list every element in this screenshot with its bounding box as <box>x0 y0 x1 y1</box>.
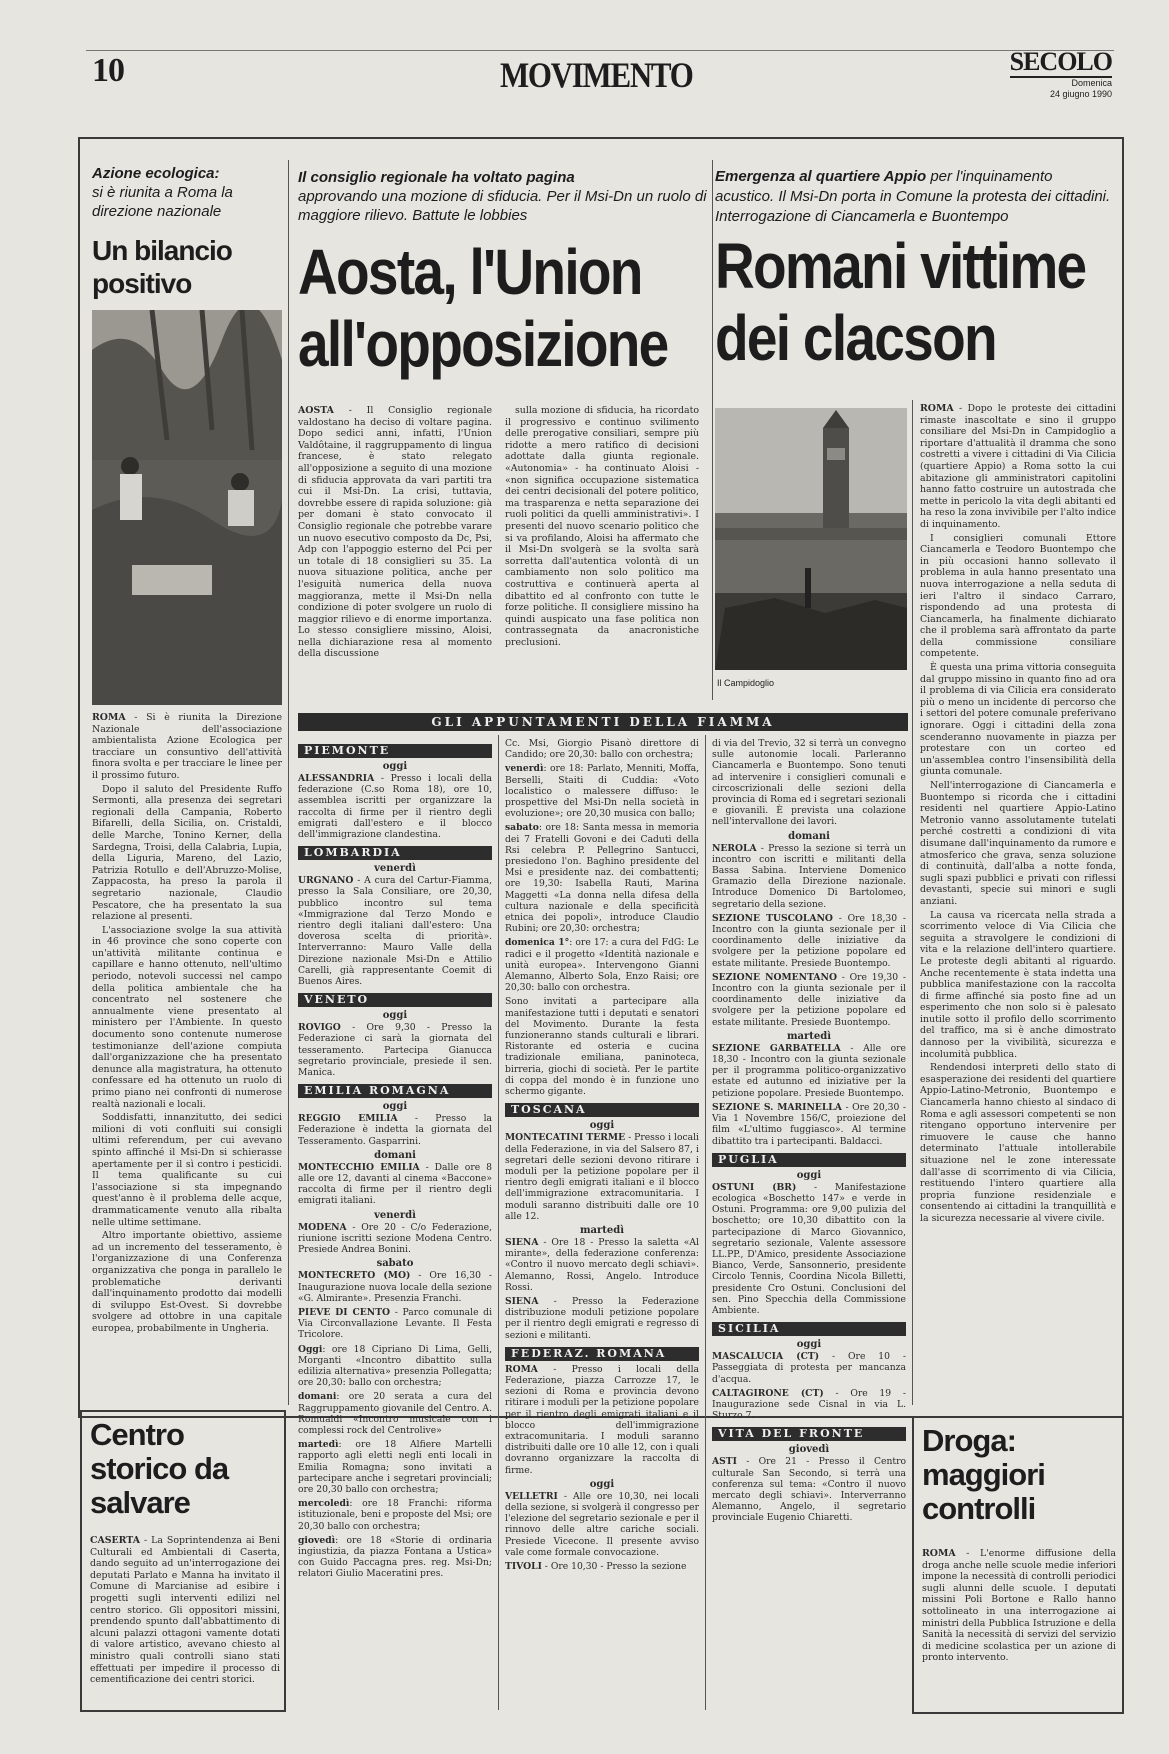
dateline: ROMA <box>920 403 954 414</box>
left-article-kicker <box>92 164 262 221</box>
entry-location: ASTI <box>712 1456 737 1468</box>
entry-location: MONTECCHIO EMILIA <box>298 1161 420 1173</box>
entry-text: - Ore 18 - Presso la saletta «Al mirante», della federazione conferenza: «Contro il nuovo mercato degli schiavi». Alemanno, Rossi, Angelo. Introduce Rossi. <box>505 1236 699 1293</box>
appointment-entry <box>298 1344 492 1389</box>
caserta-headline: Centro storico da salvare <box>90 1417 229 1520</box>
entry-text: - Presso i locali della Federazione, in via del Salsero 87, i segretari delle sezioni devono ritirare i moduli per la petizione popolare per il rientro degli emigrati italiani e il blocco dell'immigrazione extracomunitaria. I moduli saranno distribuiti dalle ore 10 alle 12. <box>505 1132 699 1222</box>
paragraph-text: - Il Consiglio regionale valdostano ha deciso di voltare pagina. Dopo sedici anni, infatti, l'Union Valdôtaine, il raggruppamento di lingua francese, è stato relegato all'opposizione a seguito di una mozione di sfiducia approvata da vari partiti tra cui il Msi-Dn. La crisi, tuttavia, dovrebbe essere di rapida soluzione: già per domani è stato convocato il Consiglio regionale che potrebbe varare un nuovo esecutivo composto da Dc, Psi, Adp con l'appoggio esterno del Pci per un totale di 18 consiglieri su 35. La nuova situazione politica, anche per l'esiguità numerica della nuova maggioranza, mette il Msi-Dn nella condizione di poter svolgere un ruolo di maggior rilievo e di enorme importanza. Lo stesso consigliere missino, Aloisi, nella dichiarazione resa al momento della discussione <box>298 405 492 660</box>
day-label: oggi <box>589 1478 615 1490</box>
entry-text: - Ore 9,30 - Presso la Federazione ci sarà la giornata del tesseramento. Partecipa Gianucca segretario provinciale, presiede il sen. Manica. <box>298 1022 492 1079</box>
page-number: 10 <box>92 52 124 89</box>
paragraph-text: La causa va ricercata nella strada a scorrimento veloce di Via Cilicia che seguita a stravolgere le condizioni di vita e la relazione dell'intero quartiere. Le proteste degli abitanti al riguardo. Anche recentemente è stata indetta una pubblica manifestazione con la raccolta di firme affinché sia posto fine ad un esperimento che non solo si è palesato inutile sotto il profilo dello scorrimento del traffico, ma si è anche dimostrato dannoso per la vivibilità, sicurezza e incolumità pubblica. <box>920 909 1116 1060</box>
paragraph <box>92 1112 282 1228</box>
kicker-sub: approvando una mozione di sfiducia. Per il Msi-Dn un ruolo di maggiore rilievo. Battute le lobbies <box>298 188 707 224</box>
aosta-body-col2 <box>505 405 699 697</box>
entry-location: REGGIO EMILIA <box>298 1113 398 1125</box>
appointment-entry <box>712 913 906 969</box>
entry-location: SIENA <box>505 1236 539 1248</box>
region-bar: SICILIA <box>712 1322 906 1336</box>
roma-headline-1: Romani vittime <box>715 230 1086 302</box>
section-title: MOVIMENTO <box>500 55 693 95</box>
entry-text: - Ore 16,30 - Inaugurazione nuova locale della sezione «G. Almirante». Presenzia Franchi. <box>298 1270 492 1304</box>
paragraph-text: - L'enorme diffusione della droga anche nelle scuole medie inferiori impone la necessità di controlli periodici sugli alunni delle scuole. I deputati missini Poli Bortone e Rallo hanno sottolineato in una interrogazione ai ministri della Pubblica Istruzione e della Sanità la necessità di servizi del servizio di medicine scolastica per un azione di pronto intervento. <box>922 1548 1116 1664</box>
entry-text: - Presso la Federazione è indetta la giornata del Tesseramento. Gasparrini. <box>298 1113 492 1147</box>
entry-location: URGNANO <box>298 875 354 887</box>
entry-location: SEZIONE GARBATELLA <box>712 1042 841 1054</box>
masthead <box>1010 48 1112 100</box>
appointment-entry <box>712 843 906 910</box>
day-label: martedì <box>579 1224 625 1236</box>
paragraph-text: I consiglieri comunali Ettore Ciancamerla e Teodoro Buontempo che in più occasioni hanno sollevato il problema in aula hanno presentato una nuova interrogazione a nella seduta di ieri l'altro il sindaco Carraro, rispondendo ad una protesta di Ciancamerla, ha finalmente dichiarato che il problema sarà affrontato da parte della commissione consiliare competente. <box>920 532 1116 660</box>
paragraph-text: Rendendosi interpreti dello stato di esasperazione dei residenti del quartiere Appio-Latino-Metronio, Buontempo e Ciancamerla hanno chiesto al sindaco di Roma e agli assessori competenti se non ritengano opportuno intervenire per rimuovere le cause che hanno determinato l'attuale intollerabile situazione nel le zone interessate dall'asse di scorrimento di via Cilicia, restituendo l'intero quartiere alla propria funzione residenziale e consentendo ai cittadini la tranquillità e la sicurezza necessarie al vivere civile. <box>920 1062 1116 1224</box>
region-bar: LOMBARDIA <box>298 846 492 860</box>
appointment-entry <box>298 773 492 840</box>
day-label: oggi <box>382 761 408 772</box>
roma-headline-2: dei clacson <box>715 302 996 374</box>
column-divider <box>288 160 289 1405</box>
entry-text: : ore 17: a cura del FdG: Le radici e il progetto «Identità nazionale e unità europea». Intervengono Gianni Alemanno, Alberto Sola, Enzo Raisi; ore 20,30: ballo con orchestra. <box>505 937 699 994</box>
ecology-photo <box>92 310 282 705</box>
left-article-headline: Un bilancio positivo <box>92 235 232 299</box>
region-bar: TOSCANA <box>505 1103 699 1117</box>
paragraph <box>505 405 699 648</box>
aosta-headline-2: all'opposizione <box>298 308 668 380</box>
appointment-entry <box>505 937 699 993</box>
region-bar: VITA DEL FRONTE <box>712 1427 906 1441</box>
entry-location: Oggi <box>298 1343 323 1355</box>
paragraph <box>922 1548 1116 1664</box>
campidoglio-illustration <box>715 408 907 670</box>
appointment-entry <box>298 1270 492 1304</box>
appointment-entry <box>298 875 492 987</box>
kicker: Emergenza al quartiere Appio <box>715 168 927 185</box>
paragraph <box>920 910 1116 1061</box>
day-label: domani <box>374 1149 416 1161</box>
region-bar: VENETO <box>298 993 492 1007</box>
paragraph <box>920 662 1116 778</box>
column-divider <box>498 735 499 1710</box>
caserta-body <box>90 1535 280 1707</box>
appointment-entry <box>712 1102 906 1147</box>
appointment-entry <box>298 1113 492 1147</box>
paragraph-text: L'associazione svolge la sua attività in 46 province che sono coperte con un'attività militante continua e capillare e hanno ottenuto, nell'ultimo periodo, notevoli successi nel campo della politica ambientale che ha concentrato nel sostenere che annualmente viene presentato al ministero per l'Ambiente. In questo documento sono contenute numerose testimonianze dell'azione compiuta dall'organizzazione che ha presentato denunce alla magistratura, ha ottenuto confessare ed ha ottenuto un ruolo di primo piano nei confronti di numerose realtà nazionali e locali. <box>92 924 282 1110</box>
entry-location: OSTUNI (BR) <box>712 1181 797 1193</box>
entry-text: - A cura del Cartur-Fiamma, presso la Sala Consiliare, ore 20,30, pubblico incontro sul tema «Immigrazione dal Terzo Mondo e rientro degli italiani dall'estero: Una doverosa scelta di priorità». Interverranno: Mauro Valle della Direzione nazionale Msi-Dn e Attilio Carelli, già rappresentante Coemit di Buenos Aires. <box>298 875 492 988</box>
entry-location: SEZIONE S. MARINELLA <box>712 1101 842 1113</box>
appointments-col1 <box>298 738 492 1708</box>
appointment-entry <box>712 1351 906 1385</box>
entry-text: - Alle ore 18,30 - Incontro con la giunta sezionale per il programma politico-organizzativo estate ed autunno ed iniziative per la petizione popolare. Presiede Buontempo. <box>712 1042 906 1099</box>
entry-text: : ore 18 Franchi: riforma istituzionale, beni e proposte del Msi; ore 20,30 ballo con orchestra; <box>298 1498 492 1532</box>
day-label: giovedì <box>788 1444 830 1456</box>
entry-text: Cc. Msi, Giorgio Pisanò direttore di Candido; ore 20,30: ballo con orchestra; <box>505 738 699 761</box>
entry-location: SIENA <box>505 1295 539 1307</box>
entry-location: domani <box>298 1391 337 1403</box>
column-divider <box>712 160 713 700</box>
day-label: oggi <box>796 1339 822 1351</box>
appointment-entry <box>505 996 699 1097</box>
paragraph-text: Altro importante obiettivo, assieme ad un incremento del tesseramento, è l'organizzazione di una Conferenza organizzativa che ponga in parallelo le problematiche derivanti dall'inquinamento prodotto dai modelli di sviluppo Est-Ovest. Si dovrebbe svolgere ad ottobre in una capitale europea, probabilmente in Ungheria. <box>92 1230 282 1334</box>
entry-text: - Ore 19 - Inaugurazione sede Cisnal in via L. Sturzo 7. <box>712 1387 906 1422</box>
entry-location: MODENA <box>298 1221 347 1233</box>
appointment-entry <box>712 738 906 828</box>
entry-text: Sono invitati a partecipare alla manifestazione tutti i deputati e senatori del Movimento. Durante la festa funzioneranno stands culturali e librari. Ristorante ed osteria e cucina tradizionale emiliana, paninoteca, birreria, giochi di società. Per le partite di coppa del mondo è in funzione uno schermo gigante. <box>505 996 699 1098</box>
region-bar: EMILIA ROMAGNA <box>298 1084 492 1098</box>
dateline: ROMA <box>92 712 126 723</box>
entry-text: : ore 18: Santa messa in memoria dei 7 Fratelli Govoni e dei Caduti della Rsi celebra P. Pellegrino Santucci, presiedono l'on. Baghino presidente del Msi e presidente naz. dei combattenti; ore 19,30: Isabella Rauti, Marina Maggetti «La donna nella difesa della cultura nazionale e della specificità etnica dei popoli», introduce Claudio Rubini; ore 20,30: orchestra; <box>505 822 699 935</box>
appointment-entry <box>712 972 906 1028</box>
paragraph <box>92 925 282 1111</box>
left-article-body <box>92 712 282 1398</box>
appointment-entry <box>505 763 699 819</box>
appointment-entry <box>505 1561 699 1572</box>
appointment-entry <box>298 1391 492 1436</box>
entry-location: giovedì <box>298 1534 336 1546</box>
appointment-entry <box>298 1439 492 1495</box>
kicker-sub: per l'inquinamento acustico. Il Msi-Dn porta in Comune la protesta dei cittadini. Interrogazione di Ciancamerla e Buontempo <box>715 168 1111 225</box>
column-divider <box>912 400 913 1405</box>
appointment-entry <box>298 1307 492 1341</box>
aosta-headline-1: Aosta, l'Union <box>298 236 642 308</box>
campidoglio-photo <box>715 408 907 670</box>
day-label: oggi <box>796 1169 822 1181</box>
appointments-banner: GLI APPUNTAMENTI DELLA FIAMMA <box>298 713 908 731</box>
entry-location: ALESSANDRIA <box>298 773 375 784</box>
ecology-photo-illustration <box>92 310 282 705</box>
appointment-entry <box>712 1043 906 1099</box>
entry-text: : ore 18 «Storie di ordinaria ingiustizia, da piazza Fontana a Ustica» con Guido Paccagna pres. reg. Msi-Dn; relatori Giulio Maceratini pres. <box>298 1534 492 1580</box>
paragraph-text: sulla mozione di sfiducia, ha ricordato il progressivo e continuo svilimento delle prerogative consiliari, sempre più ridotte a mero ratifico di decisioni adottate dalla giunta regionale. «Autonomia» - ha continuato Aloisi - «non significa occupazione sistematica dei centri decisionali del potere politico, ma trasparenza e netta separazione dei ruoli politici da quelli amministrativi». I presenti del nuovo scenario politico che si va profilando, Aloisi ha affermato che il Msi-Dn svolgerà se la svolta sarà sorretta dall'autentica volontà di un cambiamento non solo politico ma costruttiva e continuerà aperta al dibattito ed al confronto con tutte le forze politiche. Il consigliere missino ha quindi auspicato una fase politica non contrassegnata da anacronistiche preclusioni. <box>505 405 699 648</box>
entry-location: mercoledì <box>298 1498 350 1510</box>
droga-headline: Droga: maggiori controlli <box>922 1423 1045 1526</box>
paragraph-text: - Dopo le proteste dei cittadini rimaste inascoltate e sino il gruppo consiliare del Msi-Dn in Campidoglio a riportare d'attualità il dramma che sono costretti a vivere i cittadini di Via Cilicia (quartiere Appio) a Roma sotto la cui abitazione gli amministratori capitolini hanno fatto costruire un autostrada che mette in pericolo la vita degli abitanti ed ha reso la zona invivibile per l'alto indice di inquinamento. <box>920 403 1116 530</box>
appointment-entry <box>505 1491 699 1558</box>
appointments-col2 <box>505 738 699 1708</box>
entry-location: PIEVE DI CENTO <box>298 1306 391 1318</box>
entry-text: - Presso i locali della federazione (C.so Roma 18), ore 10, assemblea iscritti per organizzare la raccolta di firme per il rientro degli emigrati dall'estero e il blocco dell'immigrazione clandestina. <box>298 773 492 841</box>
appointment-entry <box>505 1296 699 1341</box>
region-bar: PIEMONTE <box>298 744 492 758</box>
appointments-col3 <box>712 738 906 1708</box>
day-label: martedì <box>786 1030 832 1042</box>
entry-location: MASCALUCIA (CT) <box>712 1351 820 1363</box>
appointment-entry <box>298 1222 492 1256</box>
entry-location: SEZIONE NOMENTANO <box>712 971 837 983</box>
kicker: Il consiglio regionale ha voltato pagina <box>298 169 575 186</box>
photo-caption: Il Campidoglio <box>717 678 775 688</box>
dateline: CASERTA <box>90 1535 141 1546</box>
kicker-sub: si è riunita a Roma la direzione nazionale <box>92 184 233 220</box>
aosta-body-col1 <box>298 405 492 697</box>
entry-text: - Ore 10 - Passeggiata di protesta per mancanza d'acqua. <box>712 1351 906 1385</box>
header-rule <box>86 50 1114 51</box>
appointment-entry <box>298 1022 492 1078</box>
entry-text: - Ore 20,30 - Via 1 Novembre 156/C, proiezione del film «L'ultimo fuggiasco». Al termine dibattito tra i partecipanti. Baldacci. <box>712 1101 906 1147</box>
entry-location: MONTECATINI TERME <box>505 1132 626 1144</box>
masthead-date: 24 giugno 1990 <box>1049 89 1112 99</box>
entry-text: - Presso la sezione si terrà un incontro con iscritti e militanti della Bassa Sabina. Interviene Domenico Gramazio della Direzione nazionale. Introduce Domenico Di Bartolomeo, segretario della sezione. <box>712 842 906 910</box>
region-bar: PUGLIA <box>712 1153 906 1167</box>
entry-text: - Dalle ore 8 alle ore 12, davanti al cinema «Baccone» raccolta di firme per il rientro degli emigrati italiani. <box>298 1161 492 1207</box>
paragraph-text: Dopo il saluto del Presidente Ruffo Sermonti, alla presenza dei segretari regionali della Campania, Roberto Bifarelli, della Sicilia, on. Cristaldi, delle Marche, Tonino Kerner, della Sardegna, Troisi, della Calabria, Lupia, della Liguria, Mareno, del Lazio, Patrizia Rotullo e dell'Abruzzo-Molise, Zappacosta, ha preso la parola il segretario nazionale, Claudio Pescatore, che ha presentato la sua relazione al presenti. <box>92 783 282 923</box>
entry-location: CALTAGIRONE (CT) <box>712 1387 824 1399</box>
appointment-entry <box>712 1388 906 1422</box>
appointment-entry <box>712 1182 906 1316</box>
entry-text: - Presso i locali della Federazione, piazza Carrozze 17, le sezioni di Roma e provincia devono ritirare i moduli per la petizione popolare per il rientro degli emigrati italiani e il blocco dell'immigrazione extracomunitaria. I moduli saranno distribuiti dalle ore 10 alle 12, con i quali dovranno organizzare la raccolta di firme. <box>505 1363 699 1476</box>
dateline: AOSTA <box>298 405 334 416</box>
entry-text: - Ore 19,30 - Incontro con la giunta sezionale per il coordinamento delle iniziative da svolgere per la petizione popolare ed estate militante. Presiede Buontempo. <box>712 971 906 1028</box>
paragraph <box>90 1535 280 1686</box>
appointment-entry <box>505 822 699 934</box>
droga-body <box>922 1548 1116 1708</box>
roma-kicker <box>715 166 1115 226</box>
entry-text: : ore 18 Cipriano Di Lima, Gelli, Morganti «Incontro dibattito sulla edilizia alternativa» presenzia Pollegatta; ore 20,30: ballo con orchestra; <box>298 1343 492 1389</box>
day-label: oggi <box>589 1120 615 1132</box>
paragraph-text: - La Soprintendenza ai Beni Culturali ed Ambientali di Caserta, dando seguito ad un'interrogazione dei deputati Parlato e Manna ha invitato il Comune di Marcianise ad esibire i progetti sugli interventi edilizi nel centro storico. Gli oppositori missini, prendendo spunto dall'abbattimento di alcuni palazzi ottagoni vamente dotati di valore artistico, avevano chiesto al ministro quali controlli siano stati effettuati per impedire il processo di cementificazione dei centri storici. <box>90 1535 280 1686</box>
appointment-entry <box>505 738 699 760</box>
entry-text: - Parco comunale di Via Circonvallazione Levante. Il Festa Tricolore. <box>298 1306 492 1341</box>
appointment-entry <box>505 1132 699 1222</box>
entry-location: TIVOLI <box>505 1561 542 1572</box>
entry-location: SEZIONE TUSCOLANO <box>712 912 833 924</box>
day-label: domani <box>788 830 830 842</box>
paragraph <box>92 784 282 923</box>
entry-text: - Manifestazione ecologica «Boschetto 147» e verde in Ostuni. Programma: ore 9,00 pulizia del boschetto; ore 10,30 dibattito con la partecipazione di Marco Giovannico, segretario sezionale, Valente assessore LL.PP., D'Amico, presidente Associazione Bianco, Verde, Sansonnerio, presidente Circolo Tennis, Coordina Nicola Billetti, presidente Cro Ostuni. Conclusioni del sen. Pino Specchia della Commissione Ambiente. <box>712 1181 906 1316</box>
entry-location: MONTECRETO (MO) <box>298 1270 411 1282</box>
paragraph <box>92 712 282 782</box>
entry-text: : ore 18 Alfiere Martelli rapporto agli eletti negli enti locali in Emilia Romagna; sono invitati a partecipare anche i segretari provinciali; ore 20,30 ballo con orchestra; <box>298 1439 492 1495</box>
entry-text: - Ore 18,30 - Incontro con la giunta sezionale per il coordinamento delle iniziative da svolgere per la petizione popolare ed estate militante. Presiede Buontempo. <box>712 912 906 969</box>
appointment-entry <box>298 1162 492 1207</box>
paragraph <box>920 1062 1116 1224</box>
appointment-entry <box>505 1364 699 1476</box>
day-label: oggi <box>382 1101 408 1113</box>
aosta-kicker <box>298 168 710 225</box>
day-label: venerdì <box>374 863 416 875</box>
paragraph <box>920 403 1116 531</box>
entry-location: NEROLA <box>712 842 757 854</box>
column-divider <box>705 735 706 1710</box>
entry-location: domenica 1° <box>505 937 570 949</box>
paragraph <box>920 780 1116 908</box>
appointment-entry <box>298 1535 492 1580</box>
region-bar: FEDERAZ. ROMANA <box>505 1347 699 1361</box>
paragraph-text: Nell'interrogazione di Ciancamerla e Buontempo si ricorda che i cittadini residenti nel quartiere Appio-Latino Metronio vanno assolutamente tutelati perché costretti a condizioni di vita disumane dall'inquinamento da rumore e atmosferico che grava, senza soluzione di continuità, dall'alba a notte fonda, sugli spazi pubblici e privati con riflessi devastanti, specie sui minori e sugli anziani. <box>920 780 1116 907</box>
paragraph <box>298 405 492 660</box>
paragraph <box>920 533 1116 661</box>
entry-text: - Ore 20 - C/o Federazione, riunione iscritti sezione Modena Centro. Presiede Andrea Bonini. <box>298 1221 492 1256</box>
entry-location: venerdì <box>505 763 544 775</box>
entry-location: sabato <box>505 822 539 834</box>
entry-text: - Alle ore 10,30, nei locali della sezione, si svolgerà il congresso per l'elezione del segretario sezionale e per il rinnovo delle altre cariche sociali. Presiede Vicecone. Il presente avviso vale come formale convocazione. <box>505 1490 699 1558</box>
appointment-entry <box>505 1237 699 1293</box>
paragraph-text: Soddisfatti, innanzitutto, dei sedici milioni di voti confluiti sui consigli ultimi referendum, per cui avevano spinto affinché il Msi-Dn si schierasse apertamente per il sì contro i pesticidi. Il tema qualificante su cui l'associazione si sta impegnando quest'anno è il problema delle acque, drammaticamente venuto alla ribalta nelle ultime settimane. <box>92 1112 282 1228</box>
entry-text: : ore 20 serata a cura del Raggruppamento giovanile del Centro. A. Romualdi «Incontro musicale con i complessi rock del Centrolive» <box>298 1391 492 1436</box>
entry-text: : ore 18: Parlato, Menniti, Moffa, Berselli, Staiti di Cuddia: «Voto localistico o malessere diffuso: le prospettive del Msi-Dn nella società in evoluzione»; ore 20,30 musica con ballo; <box>505 763 699 820</box>
entry-text: - Presso la Federazione distribuzione moduli petizione popolare per il rientro degli emigrati e regresso di sezioni e militanti. <box>505 1295 699 1341</box>
dateline: ROMA <box>922 1548 956 1559</box>
day-label: sabato <box>376 1258 414 1270</box>
masthead-logo: SECOLO <box>1009 47 1112 76</box>
appointment-entry <box>298 1498 492 1532</box>
masthead-weekday: Domenica <box>1071 78 1112 88</box>
kicker: Azione ecologica: <box>92 165 220 182</box>
appointment-entry <box>712 1456 906 1523</box>
roma-body <box>920 403 1116 1403</box>
entry-location: ROVIGO <box>298 1022 341 1034</box>
entry-location: martedì <box>298 1439 339 1451</box>
entry-text: di via del Trevio, 32 si terrà un convegno sulle autonomie locali. Parleranno Ciancamerla e Buontempo. Sono tenuti ad intervenire i consiglieri comunali e circoscrizionali delle sezioni della provincia di Roma ed i segretari sezionali e giovanili. È prevista una colazione nell'intervallone dei lavori. <box>712 738 906 828</box>
entry-location: VELLETRI <box>505 1490 558 1502</box>
entry-location: ROMA <box>505 1363 538 1375</box>
entry-text: - Ore 10,30 - Presso la sezione <box>541 1561 687 1572</box>
paragraph-text: - Si è riunita la Direzione Nazionale dell'associazione ambientalista Azione Ecologica per tracciare un consuntivo dell'attività finora svolta e per tracciare le linee per il prossimo futuro. <box>92 712 282 781</box>
paragraph-text: È questa una prima vittoria conseguita dal gruppo missino in quanto fino ad ora il problema di via Cilicia era considerato più o meno un incidente di percorso che i settori del potere comunale preferivano ignorare. Oggi i cittadini della zona scenderanno nuovamente in piazza per protestare con un corteo ed un'assemblea contro l'insensibilità della giunta comunale. <box>920 662 1116 778</box>
day-label: venerdì <box>374 1209 416 1221</box>
day-label: oggi <box>382 1010 408 1022</box>
entry-text: - Ore 21 - Presso il Centro culturale San Secondo, si terrà una conferenza sul tema: «Contro il nuovo mercato degli schiavi». Interverranno Alemanno, Angelo, il segretario provinciale Eugenio Chiaretti. <box>712 1456 906 1524</box>
paragraph <box>92 1230 282 1334</box>
